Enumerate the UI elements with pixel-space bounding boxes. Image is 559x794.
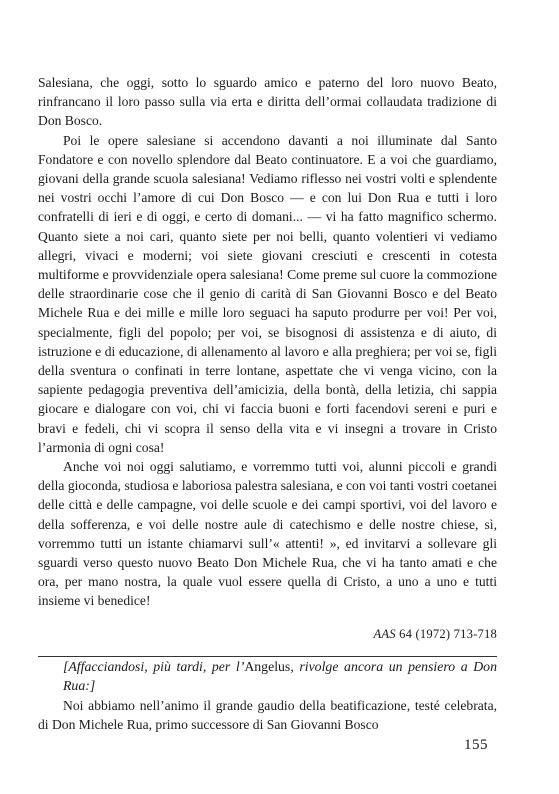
note-open: [Affacciandosi, più tardi, per l’	[63, 658, 245, 674]
closing-paragraph: Noi abbiamo nell’animo il grande gaudio della beatificazione, testé celebrata, di Don Michele Rua, primo successore di San Giovanni Bosco	[38, 697, 497, 733]
note-close: , rivolge ancora un pensiero a Don Rua:]	[63, 658, 497, 694]
paragraph-2: Poi le opere salesiane si accendono davanti a noi illuminate dal Santo Fondatore e con novello splendore dal Beato continuatore. E a voi che guardiamo, giovani della grande scuola salesiana! Vediamo riflesso nei vostri volti e splendente nei vostri occhi l’amore di cui Don Bosco — e con lui Don Rua e tutti i loro confratelli di ieri e di oggi, e certo di domani... — vi ha fatto magnifico schermo. Quanto siete a noi cari, quanto siete per noi belli, quanto volentieri vi vediamo allegri, vivaci e moderni; voi siete giovani cresciuti e crescenti in cotesta multiforme e provvidenziale opera salesiana! Come preme sul cuore la commozione delle straordinarie cose che il genio di carità di San Giovanni Bosco e del Beato Michele Rua e dei mille e mille loro seguaci ha saputo produrre per voi! Per voi, specialmente, figli del popolo; per voi, se bisognosi di assistenza e di aiuto, di istruzione e di educazione, di allenamento al lavoro e alla preghiera; per voi se, figli della sventura o confinati in terre lontane, aspettate che vi venga vicino, con la sapiente pedagogia preventiva dell’amicizia, della bontà, della letizia, chi sappia giocare e dialogare con voi, chi vi faccia buoni e forti facendovi sereni e puri e bravi e fedeli, chi vi scopra il senso della vita e vi insegni a trovare in Cristo l’armonia di ogni cosa!	[38, 132, 497, 455]
note-angelus: Angelus	[244, 658, 291, 674]
editorial-note	[38, 657, 497, 696]
citation-source: AAS	[373, 626, 396, 641]
citation-ref: 64 (1972) 713-718	[395, 626, 497, 641]
page-body	[38, 73, 497, 734]
citation	[38, 625, 497, 644]
paragraph-1: Salesiana, che oggi, sotto lo sguardo amico e paterno del loro nuovo Beato, rinfrancano il loro passo sulla via erta e diritta dell’ormai collaudata tradizione di Don Bosco.	[38, 75, 497, 129]
paragraph-3: Anche voi noi oggi salutiamo, e vorremmo tutti voi, alunni piccoli e grandi della gioconda, studiosa e laboriosa palestra salesiana, e con voi tanti vostri coetanei delle città e delle campagne, voi delle scuole e dei campi sportivi, voi del lavoro e della sofferenza, e voi delle nostre aule di catechismo e delle nostre chiese, sì, vorremmo tutti un istante chiamarvi sull’« attenti! », ed invitarvi a sollevare gli sguardi verso questo nuovo Beato Don Michele Rua, che vi ha tanto amati e che ora, per mano nostra, la quale vuol essere quella di Cristo, a uno a uno e tutti insieme vi benedice!	[38, 459, 498, 609]
page-number: 155	[464, 737, 488, 753]
